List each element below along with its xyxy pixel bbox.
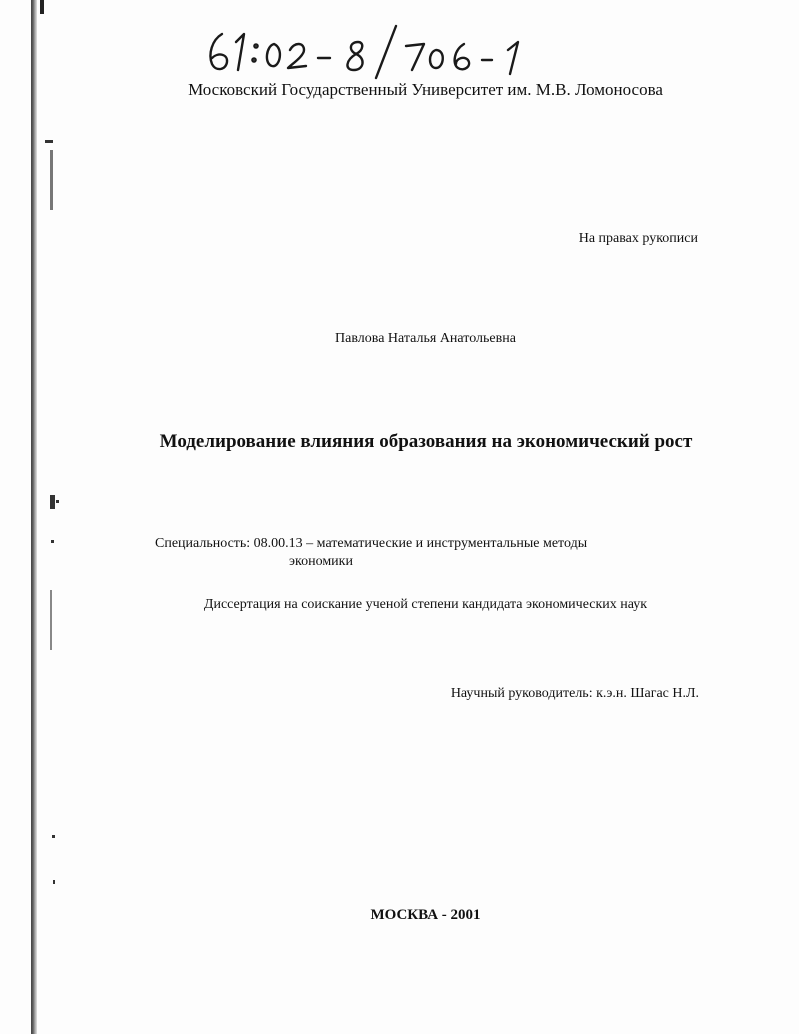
- scan-edge-mark: [50, 150, 53, 210]
- author-name: Павлова Наталья Анатольевна: [335, 331, 516, 346]
- scan-edge-mark: [50, 495, 55, 509]
- university-name: Московский Государственный Университет им. М.В. Ломоносова: [188, 80, 663, 99]
- scan-edge-mark: [56, 500, 59, 503]
- city-year: МОСКВА - 2001: [370, 907, 481, 923]
- specialty-line-continued: экономики: [289, 554, 353, 569]
- scan-edge-mark: [45, 140, 53, 143]
- scan-binding-edge: [31, 0, 37, 1034]
- handwritten-archive-code: [200, 20, 540, 80]
- scan-edge-mark: [52, 835, 55, 838]
- dissertation-title: Моделирование влияния образования на экономический рост: [159, 431, 693, 452]
- rights-note: На правах рукописи: [578, 231, 698, 246]
- degree-note: Диссертация на соискание ученой степени кандидата экономических наук: [203, 597, 648, 612]
- scan-edge-mark: [53, 880, 55, 884]
- scan-edge-mark: [51, 540, 54, 543]
- specialty-line: Специальность: 08.00.13 – математические и инструментальные методы: [155, 536, 588, 551]
- scan-edge-mark: [40, 0, 44, 14]
- supervisor: Научный руководитель: к.э.н. Шагас Н.Л.: [450, 686, 699, 701]
